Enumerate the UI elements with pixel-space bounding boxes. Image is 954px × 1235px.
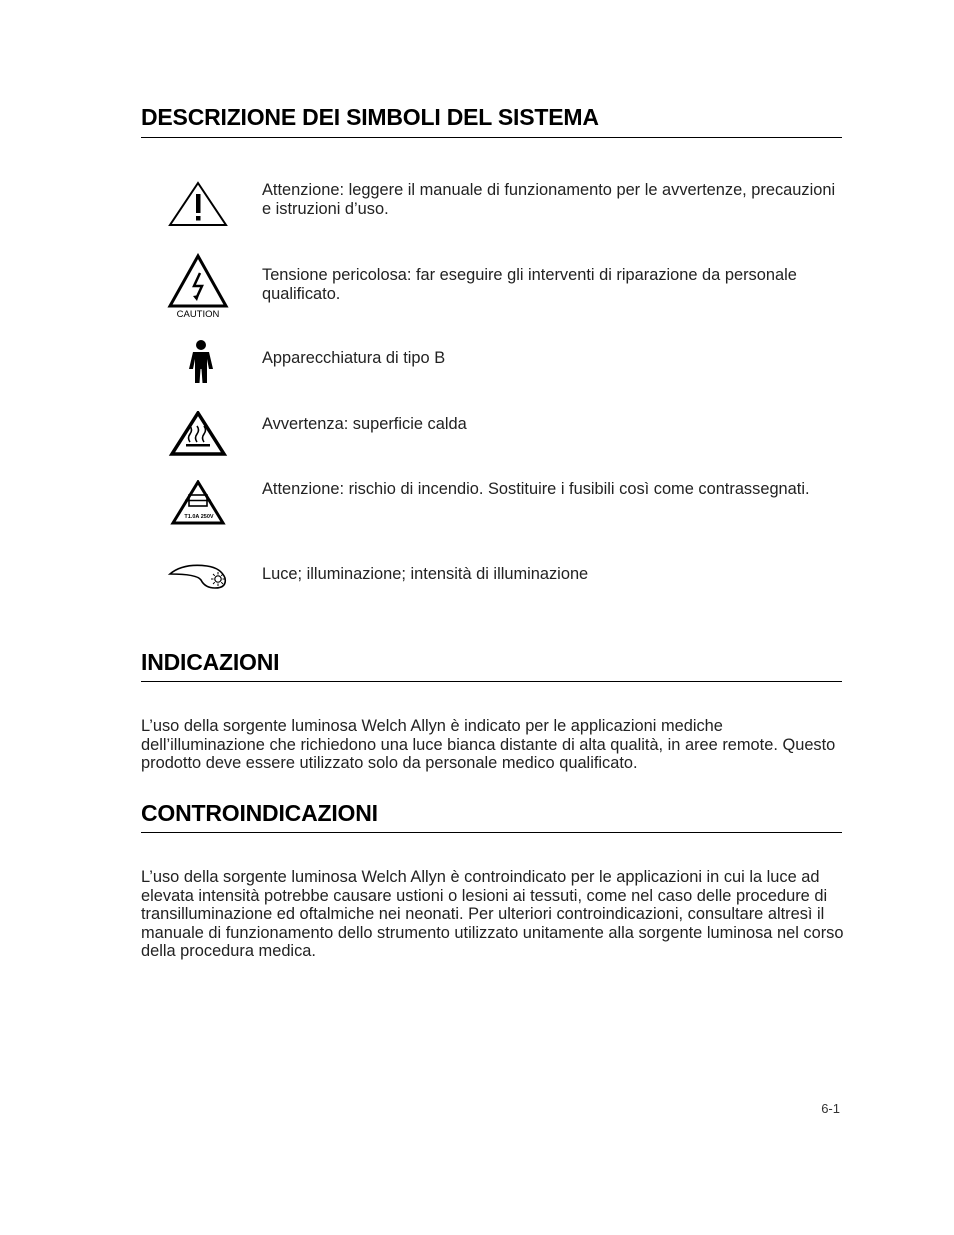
symbol-description: Attenzione: leggere il manuale di funzionamento per le avvertenze, precauzioni e istruzioni d’uso. [262, 181, 836, 218]
warning-exclamation-icon [167, 181, 229, 234]
indications-section-rule [141, 681, 842, 682]
symbol-description: Apparecchiatura di tipo B [262, 349, 446, 367]
symbol-description: Avvertenza: superficie calda [262, 415, 467, 433]
light-intensity-icon [167, 560, 229, 599]
caution-label: CAUTION [176, 309, 220, 320]
fuse-rating-label: T1.0A 250V [184, 514, 214, 520]
fuse-warning-icon [167, 480, 229, 531]
contraindications-section-title: CONTROINDICAZIONI [141, 800, 378, 826]
indications-paragraph: L’uso della sorgente luminosa Welch Allyn è indicato per le applicazioni mediche dell’illuminazione che richiedono una luce bianca distante di alta qualità, in aree remote. Questo prodotto deve essere utilizzato solo da personale medico qualificato. [141, 717, 836, 773]
symbols-section-rule [141, 137, 842, 138]
indications-section-title: INDICAZIONI [141, 649, 280, 675]
type-b-person-icon [167, 339, 229, 390]
contraindications-paragraph: L’uso della sorgente luminosa Welch Allyn è controindicato per le applicazioni in cui la luce ad elevata intensità potrebbe causare ustioni o lesioni ai tessuti, come nel caso delle procedure di transilluminazione ed oftalmiche nei neonati. Per ulteriori controindicazioni, consultare altresì il manuale di funzionamento dello strumento utilizzato unitamente alla sorgente luminosa nel corso della procedura medica. [141, 868, 844, 961]
contraindications-section-rule [141, 832, 842, 833]
symbol-description: Luce; illuminazione; intensità di illuminazione [262, 565, 589, 583]
symbol-description: Attenzione: rischio di incendio. Sostituire i fusibili così come contrassegnati. [262, 480, 810, 498]
symbols-section-title: DESCRIZIONE DEI SIMBOLI DEL SISTEMA [141, 104, 599, 130]
hot-surface-icon [167, 411, 229, 462]
high-voltage-caution-icon [167, 253, 229, 328]
page-number: 6-1 [821, 1101, 840, 1116]
symbol-description: Tensione pericolosa: far eseguire gli interventi di riparazione da personale qualificato. [262, 266, 797, 303]
